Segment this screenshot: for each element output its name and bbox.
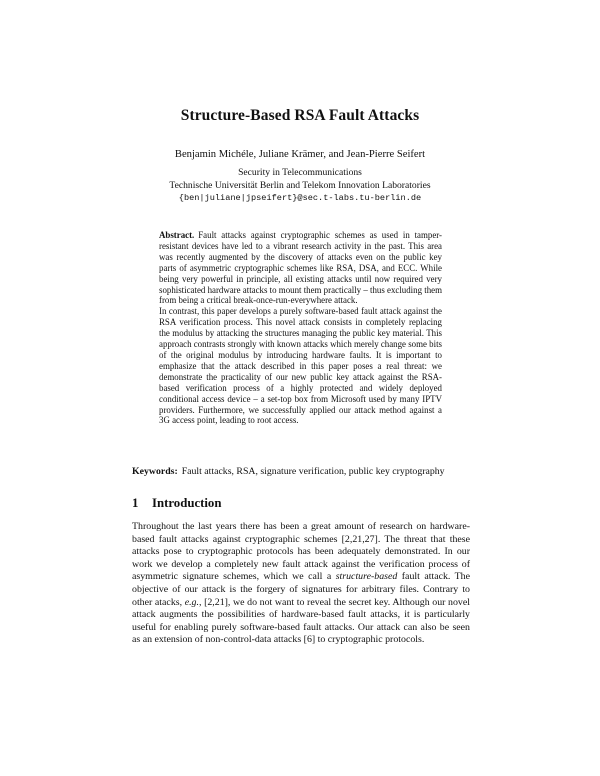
affiliation-block xyxy=(0,167,600,205)
section-heading-introduction xyxy=(132,496,221,511)
section-title: Introduction xyxy=(152,496,222,510)
affiliation-institution: Technische Universität Berlin and Telekom Innovation Laboratories xyxy=(169,179,431,191)
intro-text-part-1: Throughout the last years there has been a great amount of research on hardware-based fault attacks against cryptographic schemes [2,21,27]. The threat that these attacks pose to cryptographic protocols has been adequately demonstrated. In our work we develop a completely new fault attack against the verification process of asymmetric signature schemes, which we call a xyxy=(132,521,470,583)
paper-title: Structure-Based RSA Fault Attacks xyxy=(180,107,420,124)
keywords-text: Fault attacks, RSA, signature verification, public key cryptography xyxy=(181,466,445,477)
abstract xyxy=(159,230,442,426)
author-email: {ben|juliane|jpseifert}@sec.t-labs.tu-berlin.de xyxy=(178,193,422,203)
intro-emphasis-eg: e.g. xyxy=(184,596,199,608)
keywords xyxy=(132,466,472,477)
abstract-label: Abstract. xyxy=(159,230,195,240)
introduction-paragraph xyxy=(132,521,470,647)
section-number: 1 xyxy=(132,496,139,510)
affiliation-group: Security in Telecommunications xyxy=(238,167,362,178)
abstract-paragraph-2: In contrast, this paper develops a purely software-based fault attack against the RSA verification process. This novel attack consists in completely replacing the modulus by attacking the structures managing the public key material. This approach contrasts strongly with known attacks which merely change some bits of the original modulus by introducing hardware faults. It is important to emphasize that the attack described in this paper poses a real threat: we demonstrate the practicality of our new public key attack against the RSA-based verification process of a highly protected and widely deployed conditional access device – a set-top box from Microsoft used by many IPTV providers. Furthermore, we successfully applied our attack method against a 3G access point, leading to root access. xyxy=(159,306,442,426)
keywords-label: Keywords: xyxy=(132,466,178,477)
author-list: Benjamin Michéle, Juliane Krämer, and Jean-Pierre Seifert xyxy=(174,149,426,160)
intro-emphasis-structure-based: structure-based xyxy=(335,571,398,583)
abstract-text-1: Fault attacks against cryptographic schemes as used in tamper-resistant devices have led to a vibrant research activity in the past. This area was recently augmented by the discovery of attacks even on the public key parts of asymmetric cryptographic schemes like RSA, DSA, and ECC. While being very powerful in principle, all existing attacks until now required very sophisticated hardware attacks to mount them practically – thus excluding them from being a critical break-once-run-everywhere attack. xyxy=(159,230,442,306)
intro-text-part-2: fault attack. The objective of our attack is the forgery of signatures for arbitrary files. Contrary to other atacks, xyxy=(132,571,470,608)
abstract-paragraph-1 xyxy=(159,230,442,306)
intro-text-part-3: , [2,21], we do not want to reveal the secret key. Although our novel attack augments the possibilities of hardware-based fault attacks, it is particularly useful for enabling purely software-based fault attacks. Our attack can also be seen as an extension of non-control-data attacks [6] to cryptographic protocols. xyxy=(132,596,470,646)
introduction-body xyxy=(132,521,470,647)
